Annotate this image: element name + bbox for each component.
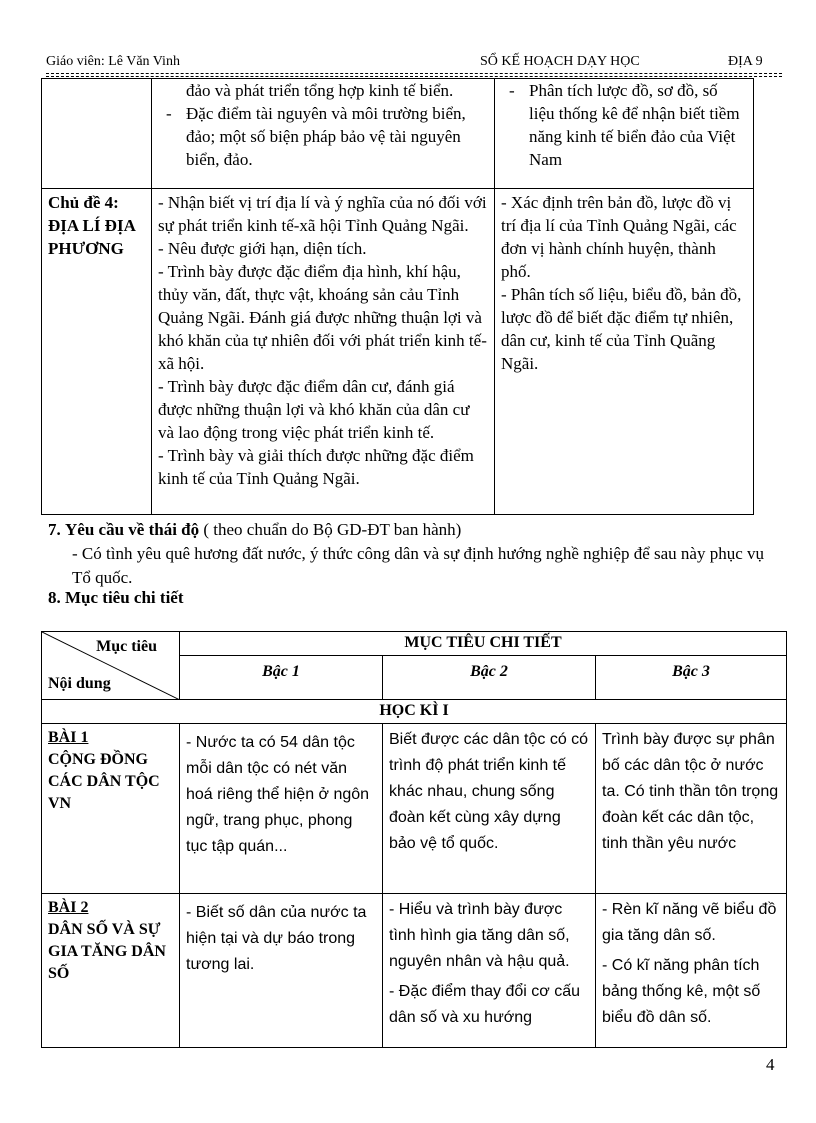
corner-bottom-label: Nội dung (48, 675, 111, 692)
cell-text: - Nêu được giới hạn, diện tích. (158, 239, 367, 258)
subject-label: ĐỊA 9 (728, 54, 763, 69)
corner-top-label: Mục tiêu (96, 638, 157, 655)
table-cell (152, 189, 495, 515)
cell-text: - Đặc điểm tài nguyên và môi trường biển, đảo; một số biện pháp bảo vệ tài nguyên biển, đảo. (186, 102, 488, 171)
section-heading: 8. Mục tiêu chi tiết (48, 588, 184, 607)
cell-text: - Trình bày và giải thích được những đặc điểm kinh tế của Tỉnh Quảng Ngãi. (158, 446, 474, 488)
cell-text: - Đặc điểm thay đổi cơ cấu dân số và xu hướng (389, 983, 581, 1026)
table-cell (42, 79, 152, 189)
section-text: - Có tình yêu quê hương đất nước, ý thức công dân và sự định hướng nghề nghiệp để sau này phục vụ Tổ quốc. (72, 544, 764, 587)
table-row (42, 894, 787, 1048)
cell-text: - Xác định trên bản đồ, lược đồ vị trí địa lí của Tỉnh Quảng Ngãi, các đơn vị hành chính huyện, thành phố. (501, 193, 737, 281)
lesson-cell (42, 894, 180, 1048)
cell-text: - Có kĩ năng phân tích bảng thống kê, một số biểu đồ dân số. (602, 957, 761, 1026)
table-cell: - Nước ta có 54 dân tộc mỗi dân tộc có nét văn hoá riêng thể hiện ở ngôn ngữ, trang phục, phong tục tập quán... (180, 724, 383, 894)
section-number: 7. (48, 520, 61, 539)
cell-text: - Phân tích lược đồ, sơ đồ, số liệu thống kê để nhận biết tiềm năng kinh tế biển đảo của Việt Nam (529, 79, 747, 171)
table-cell (495, 79, 754, 189)
level-header: Bậc 3 (596, 656, 787, 700)
table-cell (383, 894, 596, 1048)
cell-text: đảo và phát triển tổng hợp kinh tế biển. (186, 81, 454, 100)
page-header (46, 52, 782, 74)
section-subtitle: ( theo chuẩn do Bộ GD-ĐT ban hành) (199, 520, 462, 539)
lesson-title: DÂN SỐ VÀ SỰ GIA TĂNG DÂN SỐ (48, 921, 166, 982)
objectives-table (41, 631, 787, 1048)
cell-text: - Nhận biết vị trí địa lí và ý nghĩa của nó đối với sự phát triển kinh tế-xã hội Tỉnh Quảng Ngãi. (158, 193, 487, 235)
table-row (42, 632, 787, 656)
table-cell: Biết được các dân tộc có có trình độ phát triển kinh tế khác nhau, chung sống đoàn kết cùng xây dựng bảo vệ tổ quốc. (383, 724, 596, 894)
lesson-number: BÀI 1 (48, 729, 89, 746)
header-divider-2 (46, 76, 782, 77)
level-header: Bậc 2 (383, 656, 596, 700)
table-cell (152, 79, 495, 189)
cell-text: - Hiểu và trình bày được tình hình gia tăng dân số, nguyên nhân và hậu quả. (389, 901, 570, 970)
cell-text: - Rèn kĩ năng vẽ biểu đồ gia tăng dân số. (602, 901, 777, 944)
cell-text: - Phân tích số liệu, biểu đồ, bản đồ, lược đồ để biết đặc điểm tự nhiên, dân cư, kinh tế của Tỉnh Quãng Ngãi. (501, 285, 742, 373)
main-header: MỤC TIÊU CHI TIẾT (180, 632, 787, 656)
topic-title (42, 189, 152, 515)
term-header: HỌC KÌ I (42, 700, 787, 724)
lesson-title: CỘNG ĐỒNG CÁC DÂN TỘC VN (48, 751, 160, 812)
table-cell (596, 894, 787, 1048)
corner-header (42, 632, 180, 700)
table-row (42, 724, 787, 894)
table-cell: - Biết số dân của nước ta hiện tại và dự báo trong tương lai. (180, 894, 383, 1048)
topic-title-text: Chủ đề 4: ĐỊA LÍ ĐỊA PHƯƠNG (48, 193, 135, 258)
cell-text: - Trình bày được đặc điểm địa hình, khí hậu, thủy văn, đất, thực vật, khoáng sản cảu Tỉnh Quảng Ngãi. Đánh giá được những thuận lợi và khó khăn của tự nhiên đối với phát triển kinh tế-xã hội. (158, 262, 487, 373)
cell-text: - Trình bày được đặc điểm dân cư, đánh giá được những thuận lợi và khó khăn của dân cư và lao động trong việc phát triển kinh tế. (158, 377, 470, 442)
section-attitude (48, 518, 778, 590)
table-cell: Trình bày được sự phân bố các dân tộc ở nước ta. Có tinh thần tôn trọng đoàn kết các dân tộc, tinh thần yêu nước (596, 724, 787, 894)
section-heading (48, 518, 778, 542)
book-title: SỔ KẾ HOẠCH DẠY HỌC (480, 54, 640, 69)
lesson-cell (42, 724, 180, 894)
table-row (42, 700, 787, 724)
teacher-name: Giáo viên: Lê Văn Vinh (46, 54, 180, 69)
table-row (42, 79, 754, 189)
topic-table (41, 78, 754, 515)
header-divider (46, 73, 782, 74)
level-header: Bậc 1 (180, 656, 383, 700)
page-number: 4 (766, 1055, 775, 1074)
table-row (42, 189, 754, 515)
table-cell (495, 189, 754, 515)
section-title: Yêu cầu về thái độ (65, 520, 200, 539)
lesson-number: BÀI 2 (48, 899, 89, 916)
